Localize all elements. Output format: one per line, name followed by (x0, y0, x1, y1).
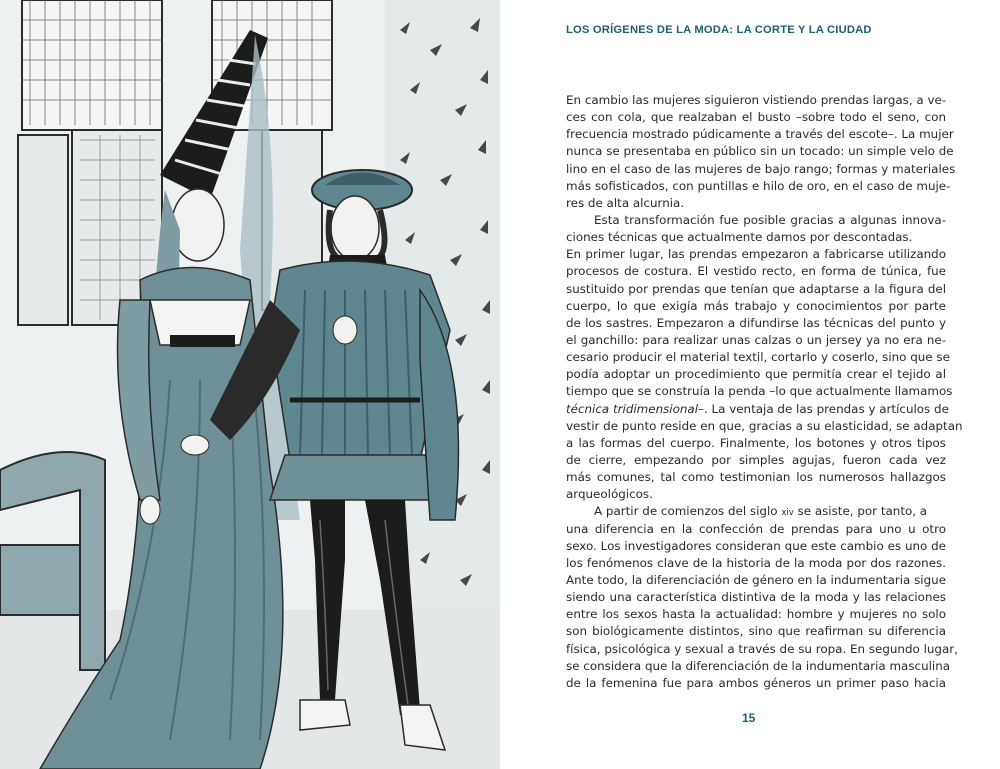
text-line: el ganchillo: para realizar unas calzas o un jersey ya no era ne- (566, 332, 946, 347)
italic-term: técnica tridimensional (566, 401, 698, 416)
text-line: podía adoptar un procedimiento que permitía crear el tejido al (566, 367, 946, 382)
text-line: cesario producir el material textil, cortarlo y coserlo, sino que se (566, 350, 950, 365)
text-line: de la femenina fue para ambos géneros un primer paso hacia (566, 675, 946, 690)
text-line: frecuencia mostrado púdicamente a través del escote–. La mujer (566, 127, 954, 142)
text-line: nunca se presentaba en público sin un tocado: un simple velo de (566, 144, 954, 159)
text-line: arqueológicos. (566, 487, 653, 502)
text-line: los fenómenos clave de la historia de la moda por dos razones. (566, 555, 946, 570)
century-numeral: xiv (781, 508, 794, 519)
text-line: de cierre, empezando por simples agujas, fueron cada vez (566, 452, 946, 467)
text-line: procesos de costura. El vestido recto, en forma de túnica, fue (566, 264, 946, 279)
running-head: LOS ORÍGENES DE LA MODA: LA CORTE Y LA CIUDAD (566, 24, 872, 36)
text-line: lino en el caso de las mujeres de bajo rango; formas y materiales (566, 161, 956, 176)
text-line: entre los sexos hasta la actualidad: hombre y mujeres no solo (566, 607, 946, 622)
text-line: cuerpo, lo que exigía más trabajo y conocimientos por parte (566, 298, 946, 313)
text-line: de los sastres. Empezaron a difundirse las técnicas del punto y (566, 315, 946, 330)
text-fragment: se asiste, por tanto, a (793, 504, 928, 519)
text-line: ces con cola, que realzaban el busto –sobre todo el seno, con (566, 110, 946, 125)
text-line: res de alta alcurnia. (566, 195, 685, 210)
text-line: son biológicamente distintos, sino que reafirman su diferencia (566, 624, 946, 639)
text-line: se considera que la diferenciación de la indumentaria masculina (566, 658, 951, 673)
text-line (566, 401, 949, 418)
body-text (566, 92, 963, 692)
text-line (566, 503, 946, 520)
text-line: En cambio las mujeres siguieron vistiendo prendas largas, a ve- (566, 93, 947, 107)
text-line: física, psicológica y sexual a través de su ropa. En segundo lugar, (566, 641, 958, 656)
text-line: sustituido por prendas que tenían que adaptarse a la figura del (566, 281, 946, 296)
text-line: tiempo que se construía la penda –lo que actualmente llamamos (566, 384, 953, 399)
text-fragment: A partir de comienzos del siglo (594, 504, 782, 519)
page-number: 15 (742, 711, 756, 725)
text-line: Esta transformación fue posible gracias a algunas innova- (594, 212, 946, 227)
text-line: ciones técnicas que actualmente damos por descontadas. (566, 230, 913, 245)
text-line: más comunes, tal como testimonian los numerosos hallazgos (566, 470, 946, 485)
text-line: sexo. Los investigadores consideran que este cambio es uno de (566, 538, 946, 553)
text-line: a las formas del cuerpo. Finalmente, los botones y otros tipos (566, 435, 946, 450)
text-line: En primer lugar, las prendas empezaron a fabricarse utilizando (566, 247, 946, 262)
text-line: más sofisticados, con puntillas e hilo de oro, en el caso de muje- (566, 178, 951, 193)
text-line: siendo una característica distintiva de la moda y las relaciones (566, 590, 946, 605)
text-line: una diferencia en la confección de prendas para uno u otro (566, 521, 946, 536)
text-page (500, 0, 1000, 769)
text-fragment: –. La ventaja de las prendas y artículos de (698, 401, 949, 416)
text-line: vestir de punto reside en que, gracias a su elasticidad, se adaptan (566, 418, 963, 433)
text-line: Ante todo, la diferenciación de género en la indumentaria sigue (566, 572, 947, 587)
